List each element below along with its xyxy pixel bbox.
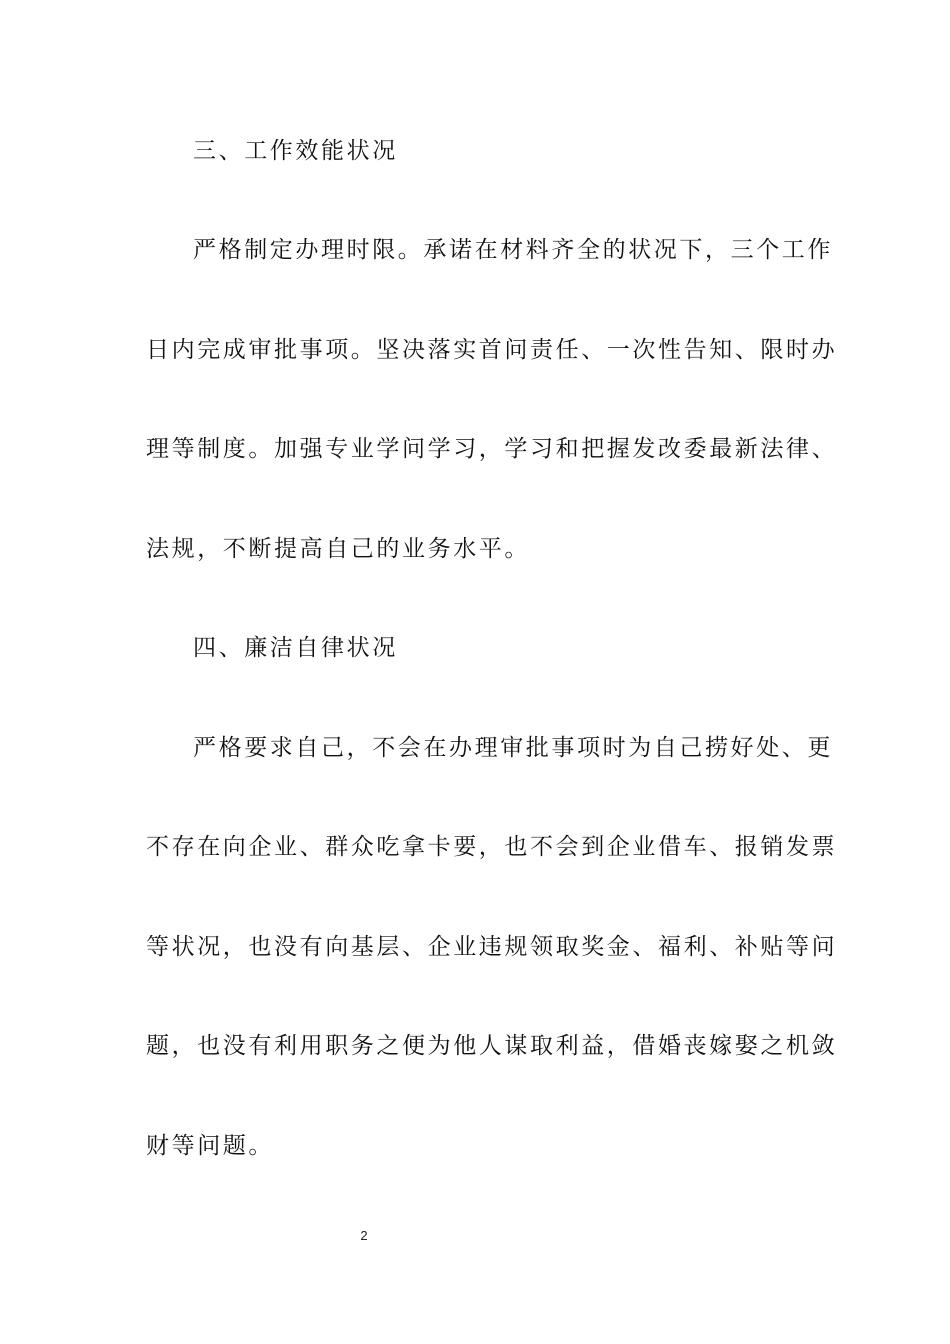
paragraph-line: 题，也没有利用职务之便为他人谋取利益，借婚丧嫁娶之机敛 bbox=[146, 1033, 838, 1059]
section-heading: 四、廉洁自律状况 bbox=[193, 635, 398, 661]
page-number: 2 bbox=[360, 1228, 368, 1243]
section-heading: 三、工作效能状况 bbox=[193, 138, 398, 164]
paragraph-line: 严格制定办理时限。承诺在材料齐全的状况下，三个工作 bbox=[193, 237, 833, 263]
paragraph-line: 理等制度。加强专业学问学习，学习和把握发改委最新法律、 bbox=[146, 436, 838, 462]
paragraph-line: 财等问题。 bbox=[146, 1133, 274, 1159]
paragraph-line: 不存在向企业、群众吃拿卡要，也不会到企业借车、报销发票 bbox=[146, 834, 838, 860]
paragraph-line: 法规，不断提高自己的业务水平。 bbox=[146, 536, 530, 562]
paragraph-line: 日内完成审批事项。坚决落实首问责任、一次性告知、限时办 bbox=[146, 337, 838, 363]
paragraph-line: 严格要求自己，不会在办理审批事项时为自己捞好处、更 bbox=[193, 735, 833, 761]
paragraph-line: 等状况，也没有向基层、企业违规领取奖金、福利、补贴等问 bbox=[146, 934, 838, 960]
